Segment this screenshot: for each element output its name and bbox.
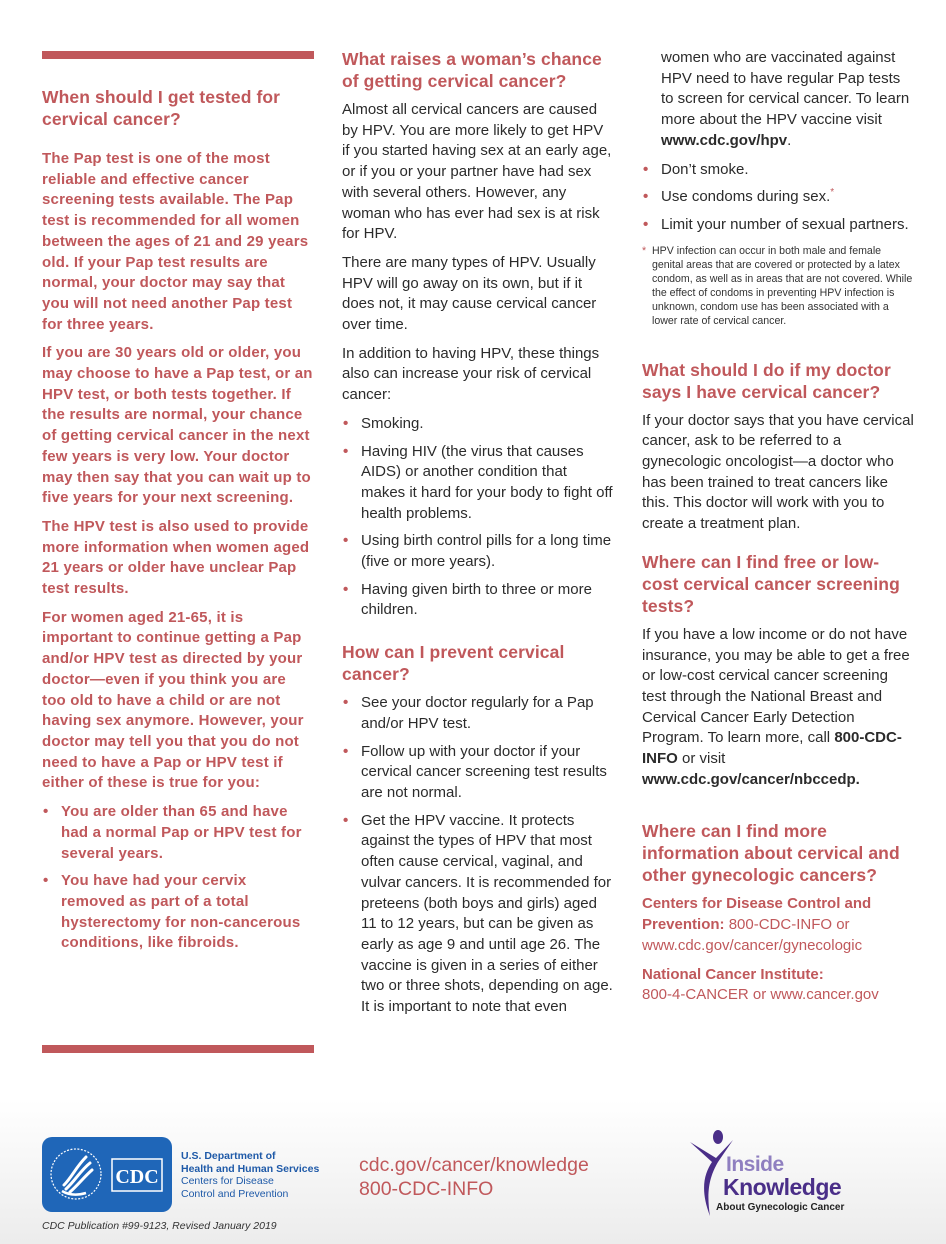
left-column xyxy=(42,86,314,961)
bottom-divider xyxy=(42,1045,314,1053)
paragraph: The HPV test is also used to provide more information when women aged 21 years or older have unclear Pap test results. xyxy=(42,517,310,598)
nci-contact-link[interactable]: 800-4-CANCER or www.cancer.gov xyxy=(642,986,879,1004)
list-item: • Don’t smoke. xyxy=(642,160,914,181)
list-item: • Smoking. xyxy=(342,414,614,435)
nbccedp-link[interactable]: www.cdc.gov/cancer/nbccedp. xyxy=(642,770,860,788)
right-column xyxy=(642,48,914,1014)
condom-footnote: * HPV infection can occur in both male and female genital areas that are covered or protected by a latex condom, as well as in areas that are not covered. While the effect of condoms in preventing HPV infection is unknown, condom use has been associated with a lower rate of cervical cancer. xyxy=(642,244,913,327)
middle-column xyxy=(342,48,614,1025)
bullet-icon: • xyxy=(343,532,349,550)
section-heading-prevent: How can I prevent cervical cancer? xyxy=(342,642,565,685)
hpv-link[interactable]: www.cdc.gov/hpv xyxy=(661,131,788,149)
publication-info: CDC Publication #99-9123, Revised January 2019 xyxy=(42,1220,277,1232)
list-item: • See your doctor regularly for a Pap and/or HPV test. xyxy=(343,694,594,732)
bullet-icon: • xyxy=(643,215,649,233)
cdc-hhs-logo xyxy=(42,1137,172,1212)
bullet-icon: • xyxy=(343,742,349,760)
prevention-list-continued xyxy=(642,160,914,236)
phone-number[interactable]: 800-CDC-INFO xyxy=(642,729,902,768)
list-item: • Having HIV (the virus that causes AIDS) or another condition that makes it hard for your body to fight off health problems. xyxy=(343,442,613,522)
paragraph: For women aged 21-65, it is important to continue getting a Pap and/or HPV test as directed by your doctor—even if you think you are too old to have a child or are not having sex anymore. However, your doctor may tell you that you do not need to have a Pap or HPV test if either of these is true for you: xyxy=(42,608,304,792)
paragraph: In addition to having HPV, these things also can increase your risk of cervical cancer: xyxy=(342,344,600,404)
bullet-icon: • xyxy=(43,872,49,890)
footer-contact xyxy=(359,1153,589,1201)
bullet-icon: • xyxy=(343,811,349,829)
section-heading-risk: What raises a woman’s chance of getting cervical cancer? xyxy=(342,49,602,91)
footnote-marker: * xyxy=(830,187,835,199)
hhs-eagle-icon xyxy=(42,1137,172,1212)
bullet-icon: • xyxy=(343,580,349,598)
nci-resource: National Cancer Institute: 800-4-CANCER or www.cancer.gov xyxy=(642,965,879,1004)
section-heading-free-screening: Where can I find free or low-cost cervical cancer screening tests? xyxy=(642,551,900,616)
website-link[interactable]: cdc.gov/cancer/knowledge xyxy=(359,1154,589,1176)
phone-number[interactable]: 800-CDC-INFO xyxy=(359,1178,494,1200)
list-item: • Using birth control pills for a long time (five or more years). xyxy=(343,532,612,571)
hhs-text: U.S. Department of Health and Human Services Centers for Disease Control and Prevention xyxy=(181,1150,320,1200)
list-item: • Follow up with your doctor if your cervical cancer screening test results are not normal. xyxy=(343,742,607,801)
risk-factor-list xyxy=(342,414,614,621)
paragraph: If your doctor says that you have cervical cancer, ask to be referred to a gynecologic oncologist—a doctor who has been trained to treat cancers like this. This doctor will work with you to create a treatment plan. xyxy=(642,411,914,533)
list-item: • Limit your number of sexual partners. xyxy=(642,215,914,236)
paragraph: There are many types of HPV. Usually HPV will go away on its own, but if it does not, it may cause cervical cancer over time. xyxy=(342,253,597,334)
list-item: • You have had your cervix removed as part of a total hysterectomy for non-cancerous conditions, like fibroids. xyxy=(43,872,301,952)
list-item: • Use condoms during sex.* xyxy=(642,187,914,208)
footnote-marker: * xyxy=(642,244,647,257)
bullet-icon: • xyxy=(43,803,49,821)
paragraph: Almost all cervical cancers are caused by HPV. You are more likely to get HPV if you started having sex at an early age, or if you or your partner have had sex with several others. However, any woman who has ever had sex is at risk for HPV. xyxy=(342,101,612,243)
cdc-logo-text: CDC xyxy=(115,1166,159,1188)
paragraph: If you have a low income or do not have insurance, you may be able to get a free or low-cost cervical cancer screening test through the National Breast and Cervical Cancer Early Detection Program. To learn more, call 800-CDC-INFO or visit www.cdc.gov/cancer/nbccedp. xyxy=(642,625,910,788)
list-item: • Having given birth to three or more children. xyxy=(343,580,592,619)
inside-knowledge-logo: Inside Knowledge About Gynecologic Cancer xyxy=(688,1128,878,1218)
exception-list xyxy=(42,802,314,954)
section-heading-when-tested: When should I get tested for cervical cancer? xyxy=(42,87,281,129)
bullet-icon: • xyxy=(643,160,649,178)
paragraph: The Pap test is one of the most reliable and effective cancer screening tests available. The Pap test is recommended for all women between the ages of 21 and 29 years old. If your Pap test results are normal, your doctor may say that you will not need another Pap test for three years. xyxy=(42,150,309,333)
bullet-icon: • xyxy=(343,414,349,432)
paragraph: If you are 30 years old or older, you may choose to have a Pap test, or an HPV test, or both tests together. If the results are normal, your chance of getting cervical cancer in the next few years is very low. Your doctor may then say that you can wait up to five years for your next screening. xyxy=(42,344,313,507)
bullet-icon: • xyxy=(343,694,349,712)
list-item: • Get the HPV vaccine. It protects against the types of HPV that most often cause cervical, vaginal, and vulvar cancers. It is recommended for preteens (both boys and girls) aged 11 to 12 years, but can be given as early as age 9 and until age 26. The vaccine is given in a series of either two or three shots, depending on age. It is important to note that even xyxy=(343,811,613,1016)
vaccine-continuation: women who are vaccinated against HPV need to have regular Pap tests to screen for cervical cancer. To learn more about the HPV vaccine visit www.cdc.gov/hpv. xyxy=(661,49,910,149)
cdc-resource: Centers for Disease Control and Prevention: 800-CDC-INFO or www.cdc.gov/cancer/gynecologic xyxy=(642,895,872,954)
section-heading-more-info: Where can I find more information about cervical and other gynecologic cancers? xyxy=(642,821,900,886)
list-item: • You are older than 65 and have had a normal Pap or HPV test for several years. xyxy=(43,803,302,862)
prevention-list xyxy=(342,693,614,1018)
cdc-contact-link[interactable]: 800-CDC-INFO or www.cdc.gov/cancer/gynecologic xyxy=(642,916,863,954)
section-heading-diagnosed: What should I do if my doctor says I have cervical cancer? xyxy=(642,359,891,402)
bullet-icon: • xyxy=(343,442,349,460)
top-divider xyxy=(42,51,314,59)
bullet-icon: • xyxy=(643,188,649,206)
